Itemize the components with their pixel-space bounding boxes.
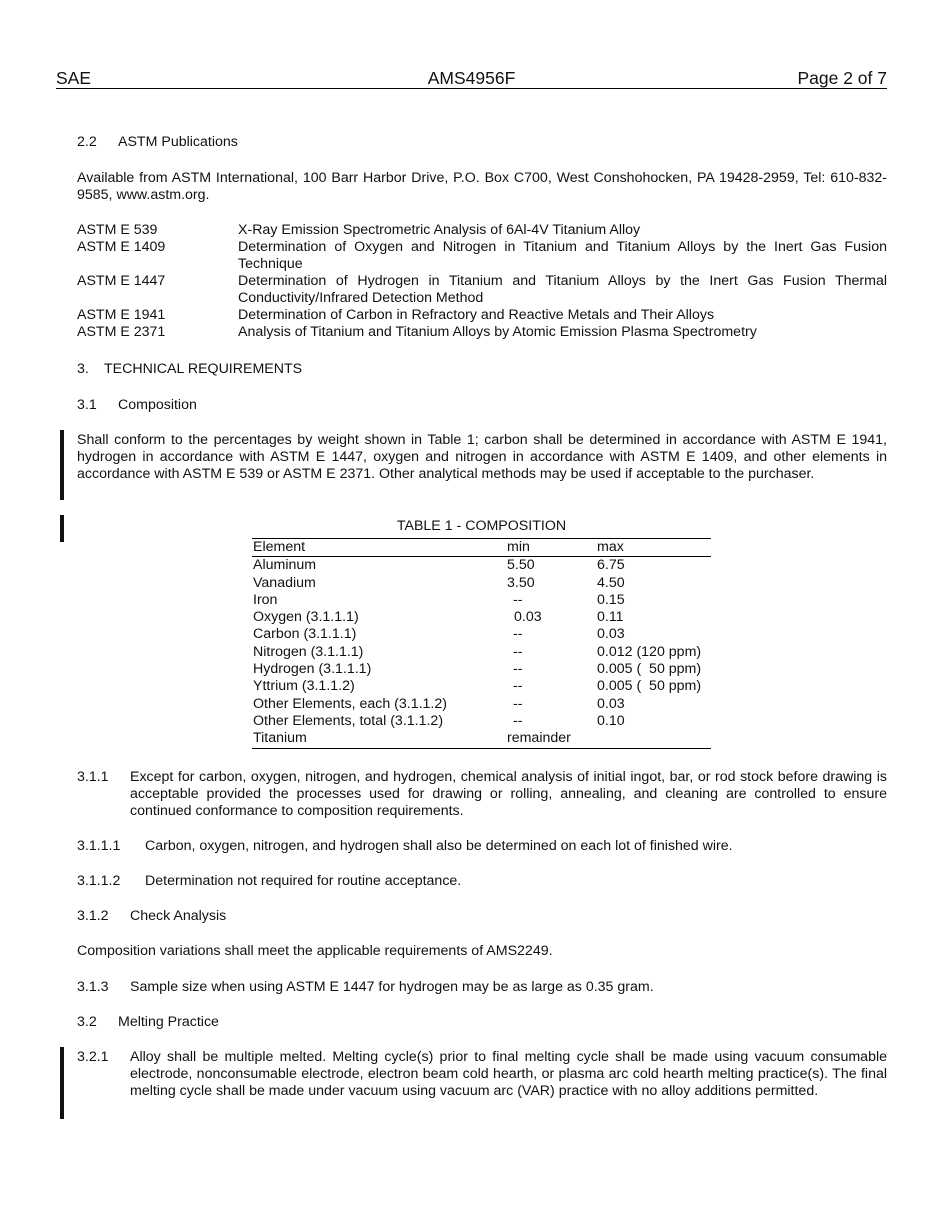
table-row (252, 557, 711, 574)
section-text: Except for carbon, oxygen, nitrogen, and hydrogen, chemical analysis of initial ingot, bar, or rod stock before drawing is acceptable provided the processes used for drawing or rolling, annealing, and cleaning are controlled to ensure continued conformance to composition requirements. (130, 769, 887, 819)
cell-element: Oxygen (3.1.1.1) (253, 609, 359, 626)
reference-code: ASTM E 1941 (77, 307, 166, 323)
section-3-2-heading (77, 1014, 219, 1031)
table-row (252, 592, 711, 609)
cell-max: 0.10 (597, 712, 625, 729)
cell-element: Hydrogen (3.1.1.1) (253, 661, 372, 678)
cell-max: 6.75 (597, 557, 625, 574)
cell-min: -- (513, 626, 523, 643)
revision-bar (60, 430, 64, 500)
cell-min: -- (513, 661, 523, 678)
table-title: TABLE 1 - COMPOSITION (396, 518, 567, 534)
cell-min: -- (513, 643, 523, 660)
section-3-2-1 (77, 1049, 887, 1100)
reference-row (77, 307, 887, 324)
reference-list (77, 222, 887, 341)
cell-min: -- (513, 695, 523, 712)
cell-min: 3.50 (507, 574, 535, 591)
section-3-1-1 (77, 769, 887, 820)
cell-max: 0.11 (597, 609, 624, 626)
reference-row (77, 239, 887, 273)
section-title: Check Analysis (130, 908, 227, 924)
cell-max (597, 730, 711, 747)
table-row (252, 730, 711, 747)
section-number: 3. (77, 361, 89, 377)
cell-max: 0.03 (597, 626, 625, 643)
section-number: 2.2 (77, 134, 97, 150)
cell-element: Titanium (253, 730, 307, 747)
section-number: 3.1.1 (77, 769, 109, 785)
section-number: 3.1 (77, 397, 97, 413)
column-header-min: min (507, 539, 530, 555)
table-row (252, 696, 711, 713)
cell-min: 0.03 (514, 609, 542, 626)
cell-element: Other Elements, each (3.1.1.2) (253, 695, 447, 712)
reference-code: ASTM E 2371 (77, 324, 166, 340)
cell-max: 4.50 (597, 574, 625, 591)
column-header-max: max (597, 539, 624, 555)
reference-code: ASTM E 1447 (77, 273, 166, 289)
cell-element: Nitrogen (3.1.1.1) (253, 643, 364, 660)
cell-element: Aluminum (253, 557, 317, 574)
reference-description: Determination of Carbon in Refractory and Reactive Metals and Their Alloys (238, 307, 715, 323)
reference-description: Determination of Hydrogen in Titanium and Titanium Alloys by the Inert Gas Fusion Thermal Conductivity/Infrared Detection Method (238, 273, 887, 306)
section-number: 3.1.3 (77, 979, 109, 995)
reference-description: X-Ray Emission Spectrometric Analysis of 6Al-4V Titanium Alloy (238, 222, 641, 238)
cell-min: 5.50 (507, 557, 535, 574)
table-row (252, 609, 711, 626)
section-number: 3.1.1.1 (77, 838, 121, 854)
reference-row (77, 324, 887, 341)
table-row (252, 661, 711, 678)
cell-min: remainder (507, 730, 571, 747)
cell-min: -- (513, 678, 523, 695)
reference-code: ASTM E 539 (77, 222, 158, 238)
section-3-1-2-body: Composition variations shall meet the applicable requirements of AMS2249. (77, 943, 553, 959)
section-3-1-1-1 (77, 838, 887, 855)
cell-min: -- (513, 712, 523, 729)
header-org: SAE (56, 68, 92, 88)
table-row (252, 678, 711, 695)
reference-row (77, 273, 887, 307)
section-3-1-heading (77, 397, 197, 414)
section-2-2-heading (77, 134, 238, 151)
section-3-1-body: Shall conform to the percentages by weight shown in Table 1; carbon shall be determined in accordance with ASTM E 1941, hydrogen in accordance with ASTM E 1447, oxygen and nitrogen in accordance with ASTM E 1409, and other elements in accordance with ASTM E 539 or ASTM E 2371. Other analytical methods may be used if acceptable to the purchaser. (77, 432, 887, 482)
cell-element: Carbon (3.1.1.1) (253, 626, 357, 643)
section-text: Carbon, oxygen, nitrogen, and hydrogen shall also be determined on each lot of finished wire. (145, 838, 733, 854)
cell-element: Other Elements, total (3.1.1.2) (253, 712, 444, 729)
section-number: 3.1.2 (77, 908, 109, 924)
section-number: 3.2 (77, 1014, 97, 1030)
table-row (252, 626, 711, 643)
cell-max: 0.005 ( 50 ppm) (597, 678, 702, 695)
reference-row (77, 222, 887, 239)
column-header-element: Element (253, 539, 306, 555)
header-doc-number: AMS4956F (427, 68, 516, 88)
section-number: 3.2.1 (77, 1049, 109, 1065)
revision-bar (60, 1047, 64, 1119)
cell-max: 0.012 (120 ppm) (597, 643, 702, 660)
cell-min: -- (513, 591, 523, 608)
header-page-number: Page 2 of 7 (797, 68, 887, 88)
section-text: Sample size when using ASTM E 1447 for hydrogen may be as large as 0.35 gram. (130, 979, 654, 995)
reference-description: Analysis of Titanium and Titanium Alloys by Atomic Emission Plasma Spectrometry (238, 324, 757, 340)
section-3-1-2-heading (77, 908, 226, 925)
table-row (252, 713, 711, 730)
reference-description: Determination of Oxygen and Nitrogen in Titanium and Titanium Alloys by the Inert Gas Fusion Technique (238, 239, 887, 272)
composition-table (252, 538, 711, 749)
section-text: Determination not required for routine acceptance. (145, 873, 462, 889)
section-title: ASTM Publications (118, 134, 238, 150)
cell-element: Yttrium (3.1.1.2) (253, 678, 355, 695)
section-text: Alloy shall be multiple melted. Melting cycle(s) prior to final melting cycle shall be made using vacuum consumable electrode, nonconsumable electrode, electron beam cold hearth, or plasma arc cold hearth melting practice(s). The final melting cycle shall be made under vacuum using vacuum arc (VAR) practice with no alloy additions permitted. (130, 1049, 887, 1099)
table-row (252, 644, 711, 661)
revision-bar (60, 515, 64, 542)
cell-element: Iron (253, 591, 278, 608)
table-row (252, 575, 711, 592)
section-3-1-1-2 (77, 873, 887, 890)
section-title: Melting Practice (118, 1014, 219, 1030)
section-number: 3.1.1.2 (77, 873, 121, 889)
section-3-heading (77, 361, 302, 378)
section-3-1-3 (77, 979, 887, 996)
table-header-row (252, 539, 711, 557)
page-header (56, 68, 887, 89)
cell-max: 0.03 (597, 695, 625, 712)
cell-max: 0.005 ( 50 ppm) (597, 661, 702, 678)
section-title: Composition (118, 397, 197, 413)
cell-max: 0.15 (597, 591, 625, 608)
section-title: TECHNICAL REQUIREMENTS (104, 361, 303, 377)
section-2-2-body: Available from ASTM International, 100 Barr Harbor Drive, P.O. Box C700, West Conshohocken, PA 19428-2959, Tel: 610-832-9585, www.astm.org. (77, 170, 887, 203)
cell-element: Vanadium (253, 574, 316, 591)
reference-code: ASTM E 1409 (77, 239, 166, 255)
